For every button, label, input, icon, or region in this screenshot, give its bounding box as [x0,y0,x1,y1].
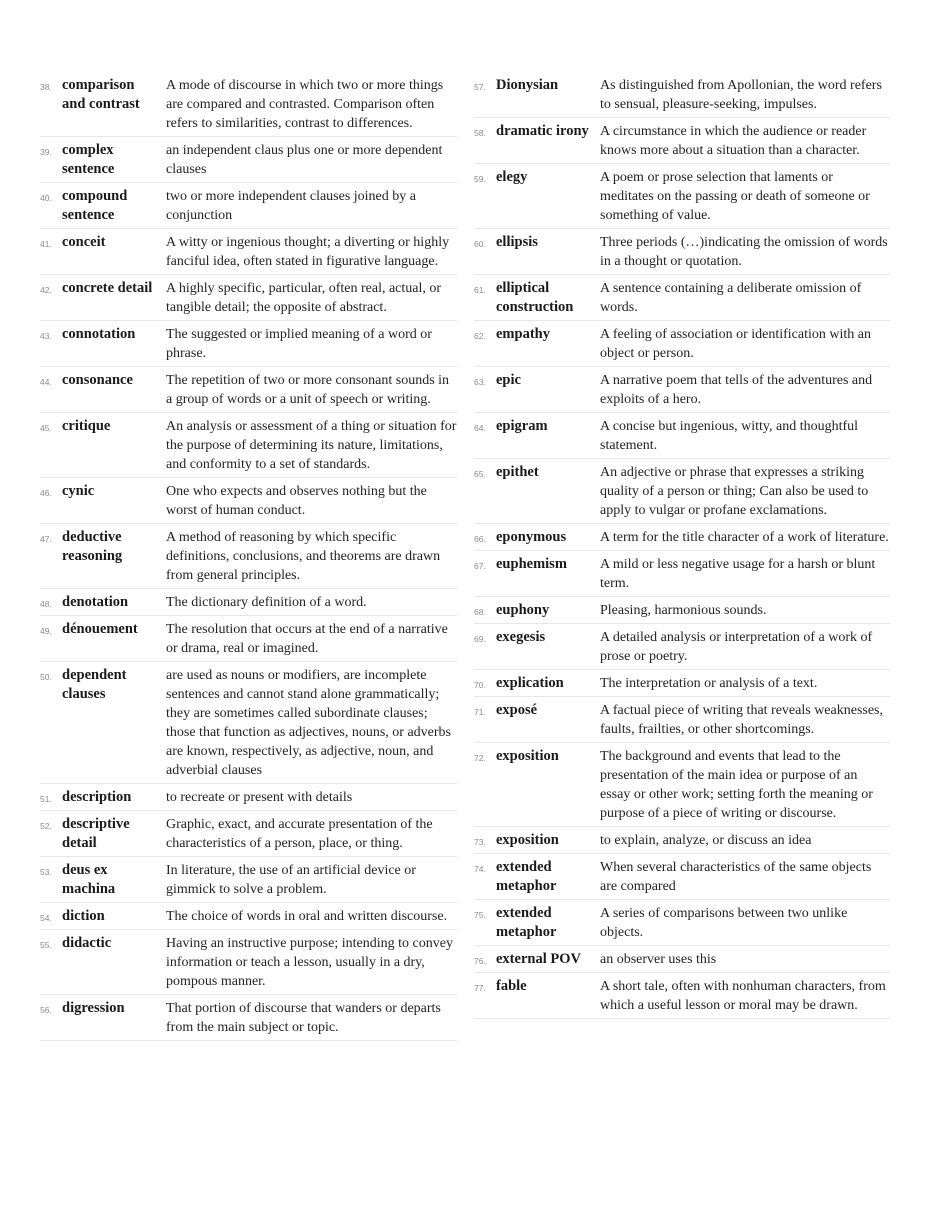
entry-definition: to recreate or present with details [166,790,353,805]
entry-number: 64. [474,423,486,433]
entry-number: 75. [474,910,486,920]
entry-term: extended metaphor [496,905,557,940]
entry-term: extended metaphor [496,859,557,894]
glossary-entry [40,321,457,367]
entry-term: concrete detail [62,280,153,296]
entry-term: denotation [62,594,129,610]
entry-definition: A mode of discourse in which two or more things are compared and contrasted. Comparison often refers to similarities, contrast to differences. [166,78,444,131]
entry-definition: are used as nouns or modifiers, are incomplete sentences and cannot stand alone grammatically; they are sometimes called subordinate clauses; those that function as adjectives, nouns, or adverbs are known, respectively, as adjective, noun, and adverbial clauses [166,668,451,778]
entry-term: ellipsis [496,234,538,250]
entry-number: 47. [40,534,52,544]
entry-term: fable [496,978,527,994]
entry-number: 68. [474,607,486,617]
entry-number: 50. [40,672,52,682]
entry-number: 39. [40,147,52,157]
entry-definition: A concise but ingenious, witty, and thoughtful statement. [600,419,859,453]
entry-definition: In literature, the use of an artificial device or gimmick to solve a problem. [166,863,416,897]
glossary-entry [474,164,890,229]
entry-definition: A highly specific, particular, often real, actual, or tangible detail; the opposite of abstract. [166,281,442,315]
glossary-entry [474,697,890,743]
glossary-entry [474,946,890,973]
entry-definition: A series of comparisons between two unlike objects. [600,906,848,940]
entry-number: 67. [474,561,486,571]
glossary-entry [40,616,457,662]
entry-term: empathy [496,326,550,342]
glossary-entry [40,72,457,137]
entry-definition: An adjective or phrase that expresses a striking quality of a person or thing; Can also be used to apply to vulgar or profane exclamations. [600,465,869,518]
entry-definition: A feeling of association or identification with an object or person. [600,327,871,361]
entry-number: 69. [474,634,486,644]
entry-number: 56. [40,1005,52,1015]
entry-term: elliptical construction [496,280,574,315]
glossary-entry [474,670,890,697]
entry-term: exegesis [496,629,546,645]
entry-definition: A circumstance in which the audience or reader knows more about a situation than a character. [600,124,867,158]
glossary-entry [474,551,890,597]
glossary-entry [474,321,890,367]
entry-definition: A mild or less negative usage for a harsh or blunt term. [600,557,876,591]
entry-number: 59. [474,174,486,184]
glossary-entry [474,459,890,524]
entry-definition: A poem or prose selection that laments or meditates on the passing or death of someone or something of value. [600,170,870,223]
entry-definition: When several characteristics of the same objects are compared [600,860,872,894]
entry-number: 72. [474,753,486,763]
entry-term: complex sentence [62,142,115,177]
glossary-entry [474,413,890,459]
glossary-entry [40,903,457,930]
entry-definition: The background and events that lead to the presentation of the main idea or purpose of an essay or other work; setting forth the meaning or purpose of a piece of writing or discourse. [600,749,873,821]
entry-number: 63. [474,377,486,387]
entry-term: deductive reasoning [62,529,123,564]
entry-number: 49. [40,626,52,636]
entry-term: epigram [496,418,548,434]
glossary-entry [40,589,457,616]
entry-number: 57. [474,82,486,92]
entry-number: 46. [40,488,52,498]
entry-definition: The suggested or implied meaning of a word or phrase. [166,327,432,361]
entry-definition: Graphic, exact, and accurate presentation of the characteristics of a person, place, or thing. [166,817,433,851]
entry-definition: two or more independent clauses joined by a conjunction [166,189,416,223]
glossary-entry [40,811,457,857]
glossary-entry [40,478,457,524]
entry-number: 44. [40,377,52,387]
entry-definition: That portion of discourse that wanders or departs from the main subject or topic. [166,1001,441,1035]
glossary-entry [474,743,890,827]
entry-number: 66. [474,534,486,544]
glossary-entry [474,900,890,946]
entry-number: 71. [474,707,486,717]
entry-term: dramatic irony [496,123,589,139]
entry-term: exposition [496,748,559,764]
entry-number: 42. [40,285,52,295]
entry-number: 43. [40,331,52,341]
glossary-right-column [474,72,890,1019]
entry-term: exposé [496,702,538,718]
entry-definition: an observer uses this [600,952,717,967]
entry-definition: An analysis or assessment of a thing or situation for the purpose of determining its nature, limitations, and conformity to a set of standards. [166,419,457,472]
entry-term: deus ex machina [62,862,116,897]
entry-term: description [62,789,132,805]
entry-number: 77. [474,983,486,993]
glossary-entry [474,624,890,670]
glossary-entry [474,72,890,118]
entry-definition: The repetition of two or more consonant sounds in a group of words or a unit of speech or writing. [166,373,450,407]
entry-number: 45. [40,423,52,433]
entry-number: 54. [40,913,52,923]
glossary-entry [40,275,457,321]
glossary-entry [474,854,890,900]
entry-term: dependent clauses [62,667,127,702]
entry-definition: Three periods (…)indicating the omission of words in a thought or quotation. [600,235,888,269]
entry-number: 60. [474,239,486,249]
entry-number: 74. [474,864,486,874]
entry-term: Dionysian [496,77,559,93]
entry-term: eponymous [496,529,567,545]
entry-number: 76. [474,956,486,966]
glossary-entry [40,857,457,903]
entry-definition: A term for the title character of a work of literature. [600,530,889,545]
glossary-entry [474,275,890,321]
glossary-entry [40,413,457,478]
entry-number: 51. [40,794,52,804]
glossary-entry [40,784,457,811]
glossary-entry [474,973,890,1019]
glossary-entry [474,524,890,551]
entry-term: critique [62,418,111,434]
glossary-entry [40,524,457,589]
entry-term: epithet [496,464,539,480]
entry-definition: One who expects and observes nothing but the worst of human conduct. [166,484,427,518]
entry-definition: The resolution that occurs at the end of a narrative or drama, real or imagined. [166,622,448,656]
glossary-entry [474,827,890,854]
entry-term: digression [62,1000,125,1016]
entry-number: 55. [40,940,52,950]
entry-term: didactic [62,935,112,951]
entry-term: connotation [62,326,136,342]
glossary-entry [474,118,890,164]
entry-term: explication [496,675,564,691]
entry-definition: The dictionary definition of a word. [166,595,367,610]
entry-term: compound sentence [62,188,128,223]
entry-number: 41. [40,239,52,249]
entry-definition: A detailed analysis or interpretation of a work of prose or poetry. [600,630,873,664]
entry-number: 62. [474,331,486,341]
entry-term: external POV [496,951,581,967]
entry-definition: A short tale, often with nonhuman characters, from which a useful lesson or moral may be drawn. [600,979,886,1013]
entry-definition: The interpretation or analysis of a text. [600,676,818,691]
entry-term: comparison and contrast [62,77,140,112]
entry-term: exposition [496,832,559,848]
entry-number: 53. [40,867,52,877]
glossary-entry [40,367,457,413]
entry-definition: an independent claus plus one or more dependent clauses [166,143,443,177]
entry-number: 40. [40,193,52,203]
entry-definition: to explain, analyze, or discuss an idea [600,833,812,848]
entry-number: 65. [474,469,486,479]
glossary-entry [40,930,457,995]
entry-number: 61. [474,285,486,295]
entry-term: consonance [62,372,133,388]
entry-term: elegy [496,169,528,185]
entry-definition: Pleasing, harmonious sounds. [600,603,767,618]
entry-definition: A narrative poem that tells of the adventures and exploits of a hero. [600,373,873,407]
entry-definition: The choice of words in oral and written discourse. [166,909,448,924]
entry-number: 48. [40,599,52,609]
entry-term: epic [496,372,521,388]
entry-term: euphony [496,602,550,618]
entry-definition: A witty or ingenious thought; a diverting or highly fanciful idea, often stated in figurative language. [166,235,450,269]
entry-definition: As distinguished from Apollonian, the word refers to sensual, pleasure-seeking, impulses. [600,78,882,112]
entry-number: 70. [474,680,486,690]
glossary-entry [474,367,890,413]
glossary-entry [40,137,457,183]
entry-term: cynic [62,483,95,499]
glossary-entry [40,183,457,229]
entry-number: 52. [40,821,52,831]
glossary-entry [40,995,457,1041]
entry-term: conceit [62,234,106,250]
entry-term: descriptive detail [62,816,130,851]
glossary-entry [474,229,890,275]
entry-number: 38. [40,82,52,92]
glossary-entry [40,229,457,275]
entry-definition: A factual piece of writing that reveals weaknesses, faults, frailties, or other shortcomings. [600,703,884,737]
glossary-left-column [40,72,457,1041]
glossary-entry [40,662,457,784]
entry-number: 58. [474,128,486,138]
entry-definition: A sentence containing a deliberate omission of words. [600,281,862,315]
entry-term: diction [62,908,105,924]
glossary-entry [474,597,890,624]
entry-term: euphemism [496,556,567,572]
entry-term: dénouement [62,621,138,637]
entry-definition: Having an instructive purpose; intending to convey information or teach a lesson, usually in a dry, pompous manner. [166,936,453,989]
entry-number: 73. [474,837,486,847]
entry-definition: A method of reasoning by which specific definitions, conclusions, and theorems are drawn from general principles. [166,530,441,583]
